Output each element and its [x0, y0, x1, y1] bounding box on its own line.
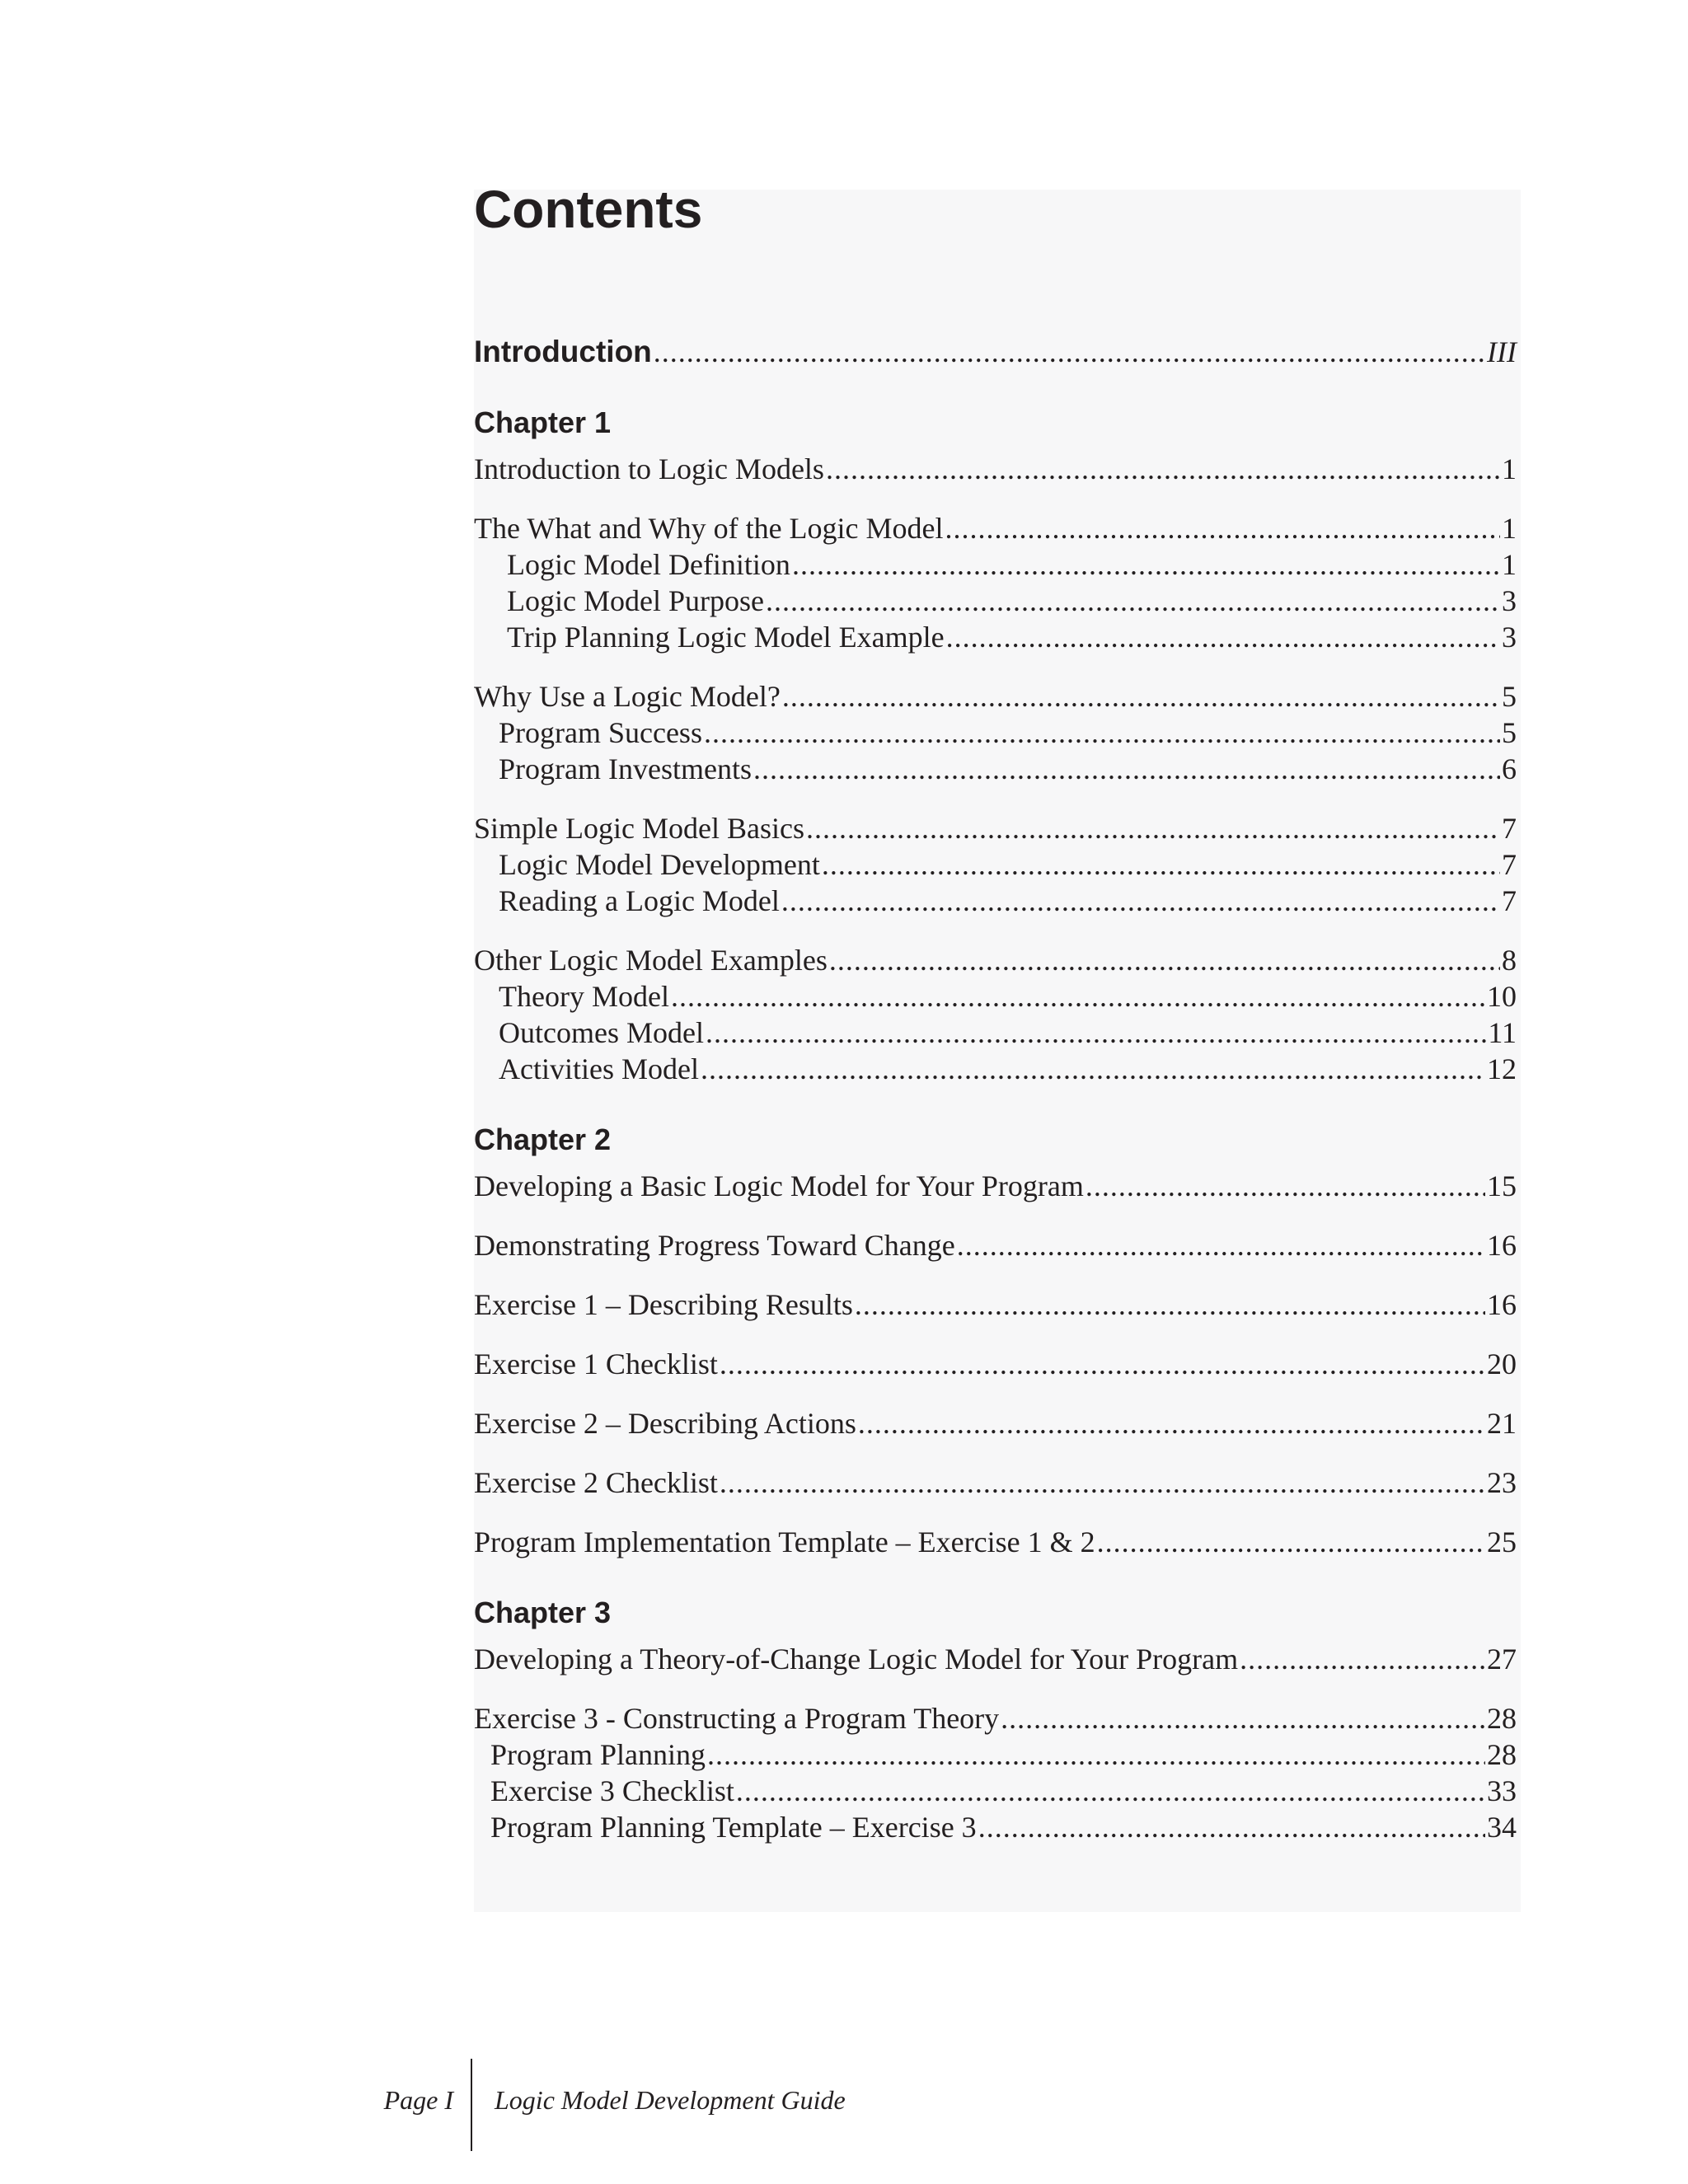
dot-leader [829, 942, 1500, 978]
dot-leader [753, 751, 1500, 787]
toc-entry[interactable] [474, 451, 1517, 487]
toc-entry-label: Program Implementation Template – Exercise 1 & 2 [474, 1526, 1095, 1558]
toc-subentry[interactable] [474, 883, 1517, 919]
toc-entry-label: Reading a Logic Model [499, 884, 780, 917]
dot-leader [671, 978, 1485, 1015]
toc-entry-page: 27 [1487, 1643, 1517, 1675]
toc-subentry[interactable] [474, 546, 1517, 583]
table-of-contents [474, 334, 1517, 1845]
toc-entry-label: Other Logic Model Examples [474, 944, 828, 977]
toc-entry-label: Program Planning Template – Exercise 3 [490, 1811, 977, 1844]
toc-entry-label: Logic Model Purpose [507, 584, 764, 617]
toc-entry-page: 7 [1502, 848, 1517, 881]
toc-subentry[interactable] [474, 1015, 1517, 1051]
toc-entry-page: 1 [1502, 452, 1517, 485]
toc-entry[interactable] [474, 810, 1517, 846]
toc-entry-page: 21 [1487, 1407, 1517, 1440]
toc-entry[interactable] [474, 1168, 1517, 1204]
toc-entry[interactable] [474, 1700, 1517, 1736]
toc-entry-label: Exercise 3 Checklist [490, 1774, 734, 1807]
dot-leader [946, 619, 1500, 655]
toc-entry-label: Program Success [499, 716, 702, 749]
chapter-1-heading: Chapter 1 [474, 405, 612, 439]
toc-subentry[interactable] [474, 978, 1517, 1015]
toc-entry-label: Outcomes Model [499, 1016, 704, 1049]
toc-entry-page: 7 [1502, 884, 1517, 917]
dot-leader [806, 810, 1500, 846]
toc-entry-page: 5 [1502, 680, 1517, 713]
toc-subentry[interactable] [474, 1051, 1517, 1087]
dot-leader [945, 510, 1500, 546]
toc-entry-label: Program Investments [499, 752, 752, 785]
toc-entry-page: 1 [1502, 548, 1517, 581]
dot-leader [736, 1773, 1485, 1809]
toc-entry-label: Introduction [474, 335, 652, 368]
footer-document-title: Logic Model Development Guide [495, 2085, 846, 2115]
dot-leader [792, 546, 1500, 583]
toc-entry-page: 6 [1502, 752, 1517, 785]
toc-subentry[interactable] [474, 619, 1517, 655]
dot-leader [855, 1286, 1485, 1323]
toc-entry-page: 8 [1502, 944, 1517, 977]
toc-entry-page: 20 [1487, 1347, 1517, 1380]
toc-subentry[interactable] [474, 751, 1517, 787]
dot-leader [858, 1405, 1485, 1441]
toc-entry-label: Exercise 2 – Describing Actions [474, 1407, 856, 1440]
toc-entry-page: 5 [1502, 716, 1517, 749]
chapter-3-heading: Chapter 3 [474, 1596, 612, 1629]
toc-entry[interactable] [474, 1465, 1517, 1501]
chapter-2-heading: Chapter 2 [474, 1122, 612, 1156]
toc-entry-page: 3 [1502, 584, 1517, 617]
toc-subentry[interactable] [474, 715, 1517, 751]
toc-entry-page: 16 [1487, 1288, 1517, 1321]
footer-divider [471, 2059, 472, 2151]
dot-leader [1001, 1700, 1485, 1736]
toc-entry-label: Developing a Basic Logic Model for Your Program [474, 1169, 1084, 1202]
toc-entry[interactable] [474, 942, 1517, 978]
toc-entry[interactable] [474, 510, 1517, 546]
toc-subentry[interactable] [474, 1809, 1517, 1845]
toc-entry-page: 23 [1487, 1466, 1517, 1499]
dot-leader [706, 1015, 1486, 1051]
dot-leader [782, 678, 1500, 715]
toc-entry-label: Demonstrating Progress Toward Change [474, 1229, 955, 1262]
toc-entry-label: Exercise 1 – Describing Results [474, 1288, 853, 1321]
toc-entry-label: Simple Logic Model Basics [474, 812, 804, 845]
dot-leader [720, 1346, 1485, 1382]
toc-entry[interactable] [474, 1405, 1517, 1441]
toc-entry-page: 28 [1487, 1702, 1517, 1735]
dot-leader [1240, 1641, 1485, 1677]
dot-leader [1097, 1524, 1485, 1560]
toc-entry-label: Logic Model Definition [507, 548, 790, 581]
dot-leader [720, 1465, 1485, 1501]
dot-leader [707, 1736, 1485, 1773]
toc-subentry[interactable] [474, 583, 1517, 619]
toc-entry-page: 25 [1487, 1526, 1517, 1558]
toc-entry-label: Why Use a Logic Model? [474, 680, 781, 713]
footer-page-number: Page I [383, 2085, 453, 2115]
toc-subentry[interactable] [474, 846, 1517, 883]
toc-entry-page: III [1487, 335, 1517, 368]
toc-subentry[interactable] [474, 1736, 1517, 1773]
toc-entry-label: Exercise 1 Checklist [474, 1347, 718, 1380]
toc-entry[interactable] [474, 1227, 1517, 1263]
toc-entry[interactable] [474, 1346, 1517, 1382]
toc-entry-label: The What and Why of the Logic Model [474, 512, 944, 545]
toc-entry-label: Activities Model [499, 1052, 699, 1085]
toc-entry[interactable] [474, 1286, 1517, 1323]
toc-entry-page: 7 [1502, 812, 1517, 845]
toc-entry-label: Program Planning [490, 1738, 706, 1771]
toc-entry-page: 12 [1487, 1052, 1517, 1085]
toc-entry-label: Trip Planning Logic Model Example [507, 621, 945, 654]
toc-entry-label: Exercise 3 - Constructing a Program Theory [474, 1702, 1000, 1735]
toc-entry-page: 33 [1487, 1774, 1517, 1807]
toc-entry-page: 16 [1487, 1229, 1517, 1262]
dot-leader [978, 1809, 1485, 1845]
dot-leader [957, 1227, 1485, 1263]
toc-entry-label: Developing a Theory-of-Change Logic Model for Your Program [474, 1643, 1239, 1675]
toc-entry-label: Logic Model Development [499, 848, 820, 881]
toc-entry-page: 1 [1502, 512, 1517, 545]
toc-entry[interactable] [474, 1641, 1517, 1677]
toc-entry-page: 34 [1487, 1811, 1517, 1844]
toc-entry-introduction[interactable] [474, 334, 1517, 370]
dot-leader [1085, 1168, 1485, 1204]
toc-entry-label: Introduction to Logic Models [474, 452, 824, 485]
toc-entry-page: 3 [1502, 621, 1517, 654]
toc-entry-page: 11 [1488, 1016, 1517, 1049]
toc-entry-page: 28 [1487, 1738, 1517, 1771]
dot-leader [781, 883, 1500, 919]
toc-entry[interactable] [474, 1524, 1517, 1560]
dot-leader [701, 1051, 1485, 1087]
dot-leader [704, 715, 1500, 751]
toc-entry-label: Exercise 2 Checklist [474, 1466, 718, 1499]
toc-subentry[interactable] [474, 1773, 1517, 1809]
toc-entry-page: 10 [1487, 980, 1517, 1013]
toc-entry-label: Theory Model [499, 980, 669, 1013]
dot-leader [766, 583, 1500, 619]
dot-leader [654, 334, 1485, 370]
dot-leader [822, 846, 1500, 883]
dot-leader [826, 451, 1500, 487]
toc-entry-page: 15 [1487, 1169, 1517, 1202]
toc-entry[interactable] [474, 678, 1517, 715]
page-title: Contents [474, 180, 703, 239]
